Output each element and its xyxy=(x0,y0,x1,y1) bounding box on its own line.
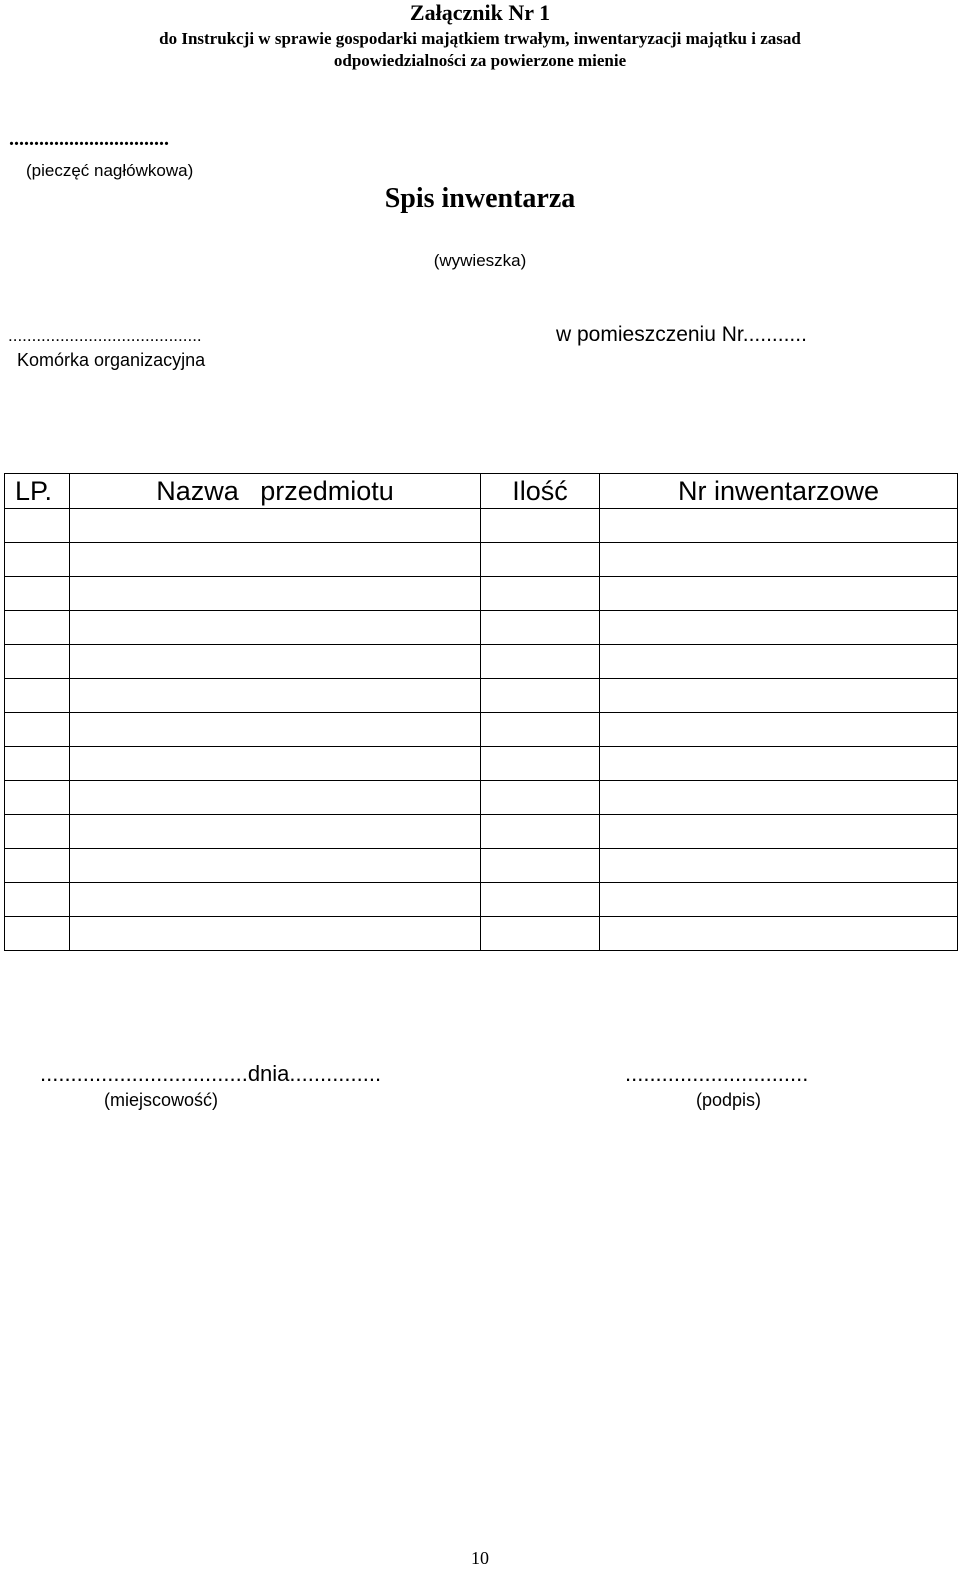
table-cell[interactable] xyxy=(481,849,600,883)
signature-line: .............................. xyxy=(625,1061,809,1086)
table-cell[interactable] xyxy=(481,679,600,713)
table-cell[interactable] xyxy=(70,509,481,543)
table-cell[interactable] xyxy=(70,611,481,645)
table-body xyxy=(5,509,958,951)
table-cell[interactable] xyxy=(600,679,958,713)
table-cell[interactable] xyxy=(600,747,958,781)
table-cell[interactable] xyxy=(481,611,600,645)
table-cell[interactable] xyxy=(70,543,481,577)
table-cell[interactable] xyxy=(481,781,600,815)
table-cell[interactable] xyxy=(481,577,600,611)
table-cell[interactable] xyxy=(5,781,70,815)
table-cell[interactable] xyxy=(5,849,70,883)
document-title: Spis inwentarza xyxy=(384,183,576,214)
column-header-lp: LP. xyxy=(5,474,70,509)
table-cell[interactable] xyxy=(481,747,600,781)
signature-label: (podpis) xyxy=(696,1090,762,1110)
table-row xyxy=(5,815,958,849)
table-cell[interactable] xyxy=(481,917,600,951)
stamp-dots: ................................ xyxy=(9,128,169,150)
column-header-inventory-number: Nr inwentarzowe xyxy=(600,474,958,509)
annex-subtitle-line-1: do Instrukcji w sprawie gospodarki majątkiem trwałym, inwentaryzacji majątku i zasad xyxy=(159,29,801,48)
table-row xyxy=(5,917,958,951)
page-number: 10 xyxy=(471,1548,489,1568)
table-row xyxy=(5,611,958,645)
table-row xyxy=(5,849,958,883)
table-cell[interactable] xyxy=(600,509,958,543)
table-cell[interactable] xyxy=(600,611,958,645)
table-cell[interactable] xyxy=(481,509,600,543)
table-cell[interactable] xyxy=(481,815,600,849)
table-cell[interactable] xyxy=(70,747,481,781)
table-cell[interactable] xyxy=(600,883,958,917)
table-header-row xyxy=(5,474,958,509)
table-cell[interactable] xyxy=(600,815,958,849)
table-cell[interactable] xyxy=(70,679,481,713)
table-cell[interactable] xyxy=(70,713,481,747)
table-cell[interactable] xyxy=(70,849,481,883)
room-number-field: w pomieszczeniu Nr........... xyxy=(556,323,807,346)
table-cell[interactable] xyxy=(600,543,958,577)
table-row xyxy=(5,509,958,543)
table-cell[interactable] xyxy=(600,645,958,679)
table-cell[interactable] xyxy=(5,815,70,849)
inventory-table xyxy=(4,473,958,951)
unit-label: Komórka organizacyjna xyxy=(17,350,206,370)
table-cell[interactable] xyxy=(5,883,70,917)
table-cell[interactable] xyxy=(5,713,70,747)
table-cell[interactable] xyxy=(600,577,958,611)
table-cell[interactable] xyxy=(5,611,70,645)
column-header-name-text: Nazwa przedmiotu xyxy=(156,475,394,506)
table-cell[interactable] xyxy=(5,679,70,713)
table-row xyxy=(5,713,958,747)
table-row xyxy=(5,645,958,679)
table-cell[interactable] xyxy=(5,747,70,781)
table-cell[interactable] xyxy=(70,815,481,849)
unit-dots: ......................................... xyxy=(8,326,202,345)
column-header-quantity: Ilość xyxy=(481,474,600,509)
table-cell[interactable] xyxy=(70,883,481,917)
table-row xyxy=(5,543,958,577)
table-cell[interactable] xyxy=(5,577,70,611)
table-cell[interactable] xyxy=(481,543,600,577)
table-cell[interactable] xyxy=(5,917,70,951)
table-cell[interactable] xyxy=(600,781,958,815)
table-cell[interactable] xyxy=(70,577,481,611)
table-cell[interactable] xyxy=(70,781,481,815)
table-cell[interactable] xyxy=(5,645,70,679)
table-cell[interactable] xyxy=(481,645,600,679)
table-cell[interactable] xyxy=(600,917,958,951)
annex-subtitle-line-2: odpowiedzialności za powierzone mienie xyxy=(333,51,627,70)
table-row xyxy=(5,883,958,917)
column-header-name xyxy=(70,474,481,509)
table-cell[interactable] xyxy=(70,645,481,679)
table-cell[interactable] xyxy=(481,713,600,747)
place-date-line: ..................................dnia............... xyxy=(40,1061,382,1086)
table-cell[interactable] xyxy=(481,883,600,917)
annex-title: Załącznik Nr 1 xyxy=(409,0,551,25)
document-subtitle: (wywieszka) xyxy=(433,251,527,270)
table-cell[interactable] xyxy=(5,509,70,543)
table-cell[interactable] xyxy=(600,713,958,747)
place-label: (miejscowość) xyxy=(104,1090,219,1110)
table-cell[interactable] xyxy=(5,543,70,577)
table-row xyxy=(5,747,958,781)
stamp-label: (pieczęć nagłówkowa) xyxy=(26,161,194,180)
table-row xyxy=(5,781,958,815)
table-cell[interactable] xyxy=(70,917,481,951)
table-row xyxy=(5,577,958,611)
table-row xyxy=(5,679,958,713)
table-cell[interactable] xyxy=(600,849,958,883)
